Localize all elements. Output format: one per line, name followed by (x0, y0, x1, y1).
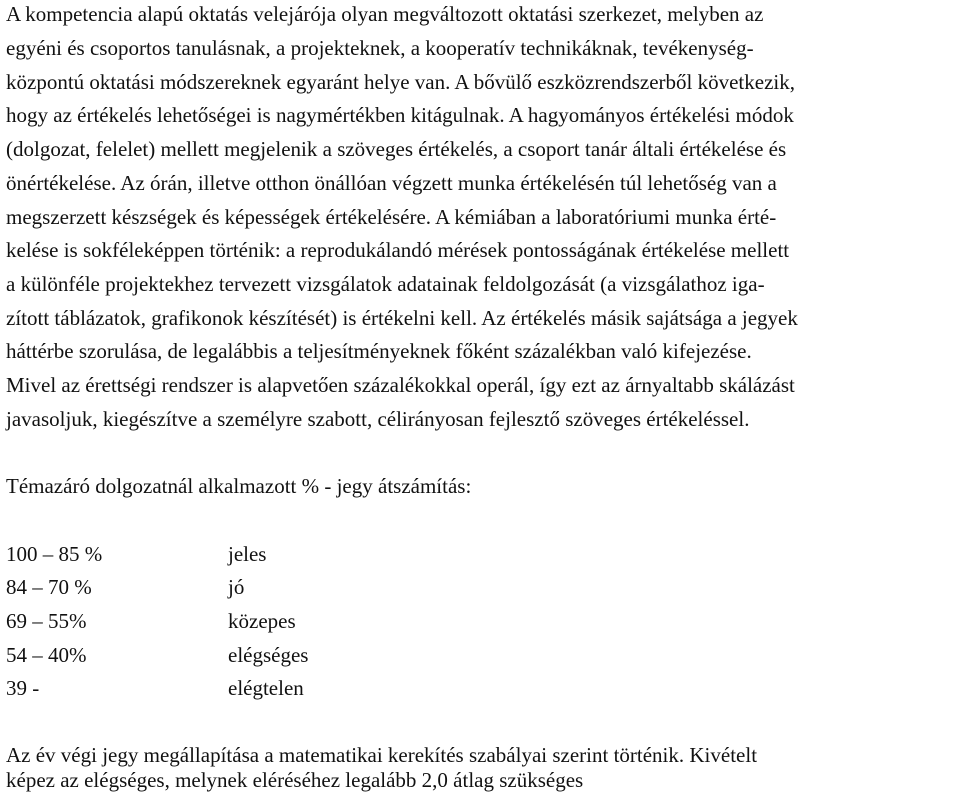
paragraph-line: képez az elégséges, melynek eléréséhez legalább 2,0 átlag szükséges (6, 768, 584, 792)
percent-range: 84 – 70 % (6, 575, 92, 599)
grade-label: jó (228, 575, 245, 599)
percent-range: 69 – 55% (6, 609, 87, 633)
paragraph-line: (dolgozat, felelet) mellett megjelenik a szöveges értékelés, a csoport tanár általi értékelése és (6, 137, 787, 161)
grade-label: elégséges (228, 643, 309, 667)
paragraph-line: Az év végi jegy megállapítása a matematikai kerekítés szabályai szerint történik. Kivételt (6, 743, 758, 767)
paragraph-line: javasoljuk, kiegészítve a személyre szabott, célirányosan fejlesztő szöveges értékeléssel. (6, 407, 750, 431)
paragraph-line: zított táblázatok, grafikonok készítését) is értékelni kell. Az értékelés másik sajátsága a jegyek (6, 306, 798, 330)
paragraph-line: önértékelése. Az órán, illetve otthon önállóan végzett munka értékelésén túl lehetőség van a (6, 171, 777, 195)
paragraph-line: A kompetencia alapú oktatás velejárója olyan megváltozott oktatási szerkezet, melyben az (6, 2, 764, 26)
paragraph-line: kelése is sokféleképpen történik: a reprodukálandó mérések pontosságának értékelése mellett (6, 238, 790, 262)
paragraph-line: hogy az értékelés lehetőségei is nagymértékben kitágulnak. A hagyományos értékelési módok (6, 103, 794, 127)
grade-label: jeles (228, 542, 267, 566)
percent-range: 54 – 40% (6, 643, 87, 667)
conversion-heading: Témazáró dolgozatnál alkalmazott % - jegy átszámítás: (6, 474, 472, 498)
percent-range: 39 - (6, 676, 40, 700)
percent-range: 100 – 85 % (6, 542, 103, 566)
paragraph-line: Mivel az érettségi rendszer is alapvetően százalékokkal operál, így ezt az árnyaltabb skálázást (6, 373, 795, 397)
paragraph-line: egyéni és csoportos tanulásnak, a projekteknek, a kooperatív technikáknak, tevékenység- (6, 36, 754, 60)
grade-label: közepes (228, 609, 296, 633)
paragraph-line: központú oktatási módszereknek egyaránt helye van. A bővülő eszközrendszerből következik, (6, 70, 795, 94)
paragraph-line: háttérbe szorulása, de legalábbis a teljesítményeknek főként százalékban való kifejezése. (6, 339, 752, 363)
grade-label: elégtelen (228, 676, 304, 700)
paragraph-line: megszerzett készségek és képességek értékelésére. A kémiában a laboratóriumi munka érté- (6, 205, 777, 229)
paragraph-line: a különféle projektekhez tervezett vizsgálatok adatainak feldolgozását (a vizsgálathoz iga- (6, 272, 765, 296)
